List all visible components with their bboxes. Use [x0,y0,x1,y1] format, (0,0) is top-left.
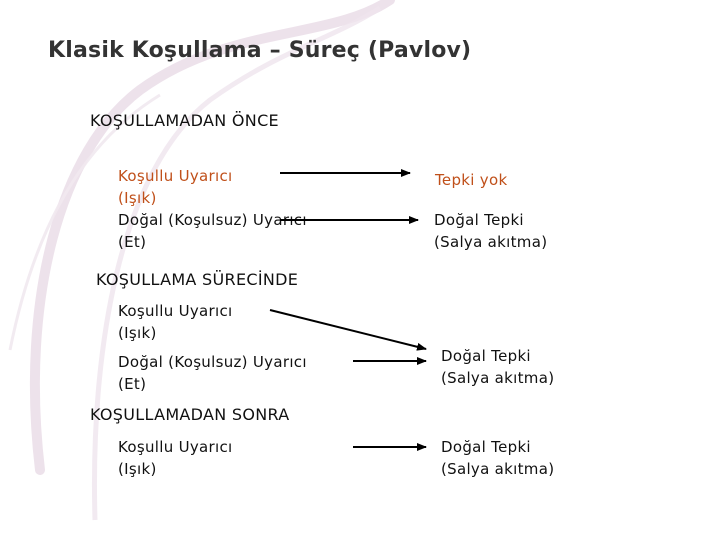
right-text-no-response: Tepki yok [435,171,508,189]
left-text-conditioned-stimulus: Koşullu Uyarıcı [118,438,233,456]
section-heading-during: KOŞULLAMA SÜRECİNDE [96,270,299,289]
left-text-unconditioned-stimulus: Doğal (Koşulsuz) Uyarıcı [118,211,307,229]
left-text-light: (Işık) [118,324,157,342]
left-text-meat: (Et) [118,375,147,393]
left-text-conditioned-stimulus: Koşullu Uyarıcı [118,167,233,185]
left-text-meat: (Et) [118,233,147,251]
right-text-natural-response: Doğal Tepki [441,438,531,456]
right-text-salivation: (Salya akıtma) [441,369,555,387]
left-text-unconditioned-stimulus: Doğal (Koşulsuz) Uyarıcı [118,353,307,371]
left-text-light: (Işık) [118,189,157,207]
section-heading-before: KOŞULLAMADAN ÖNCE [90,111,279,130]
right-text-salivation: (Salya akıtma) [441,460,555,478]
page-title: Klasik Koşullama – Süreç (Pavlov) [48,38,472,63]
arrow-light-to-salivation-during [270,310,426,349]
left-text-conditioned-stimulus: Koşullu Uyarıcı [118,302,233,320]
right-text-salivation: (Salya akıtma) [434,233,548,251]
right-text-natural-response: Doğal Tepki [434,211,524,229]
section-heading-after: KOŞULLAMADAN SONRA [90,405,290,424]
left-text-light: (Işık) [118,460,157,478]
right-text-natural-response: Doğal Tepki [441,347,531,365]
